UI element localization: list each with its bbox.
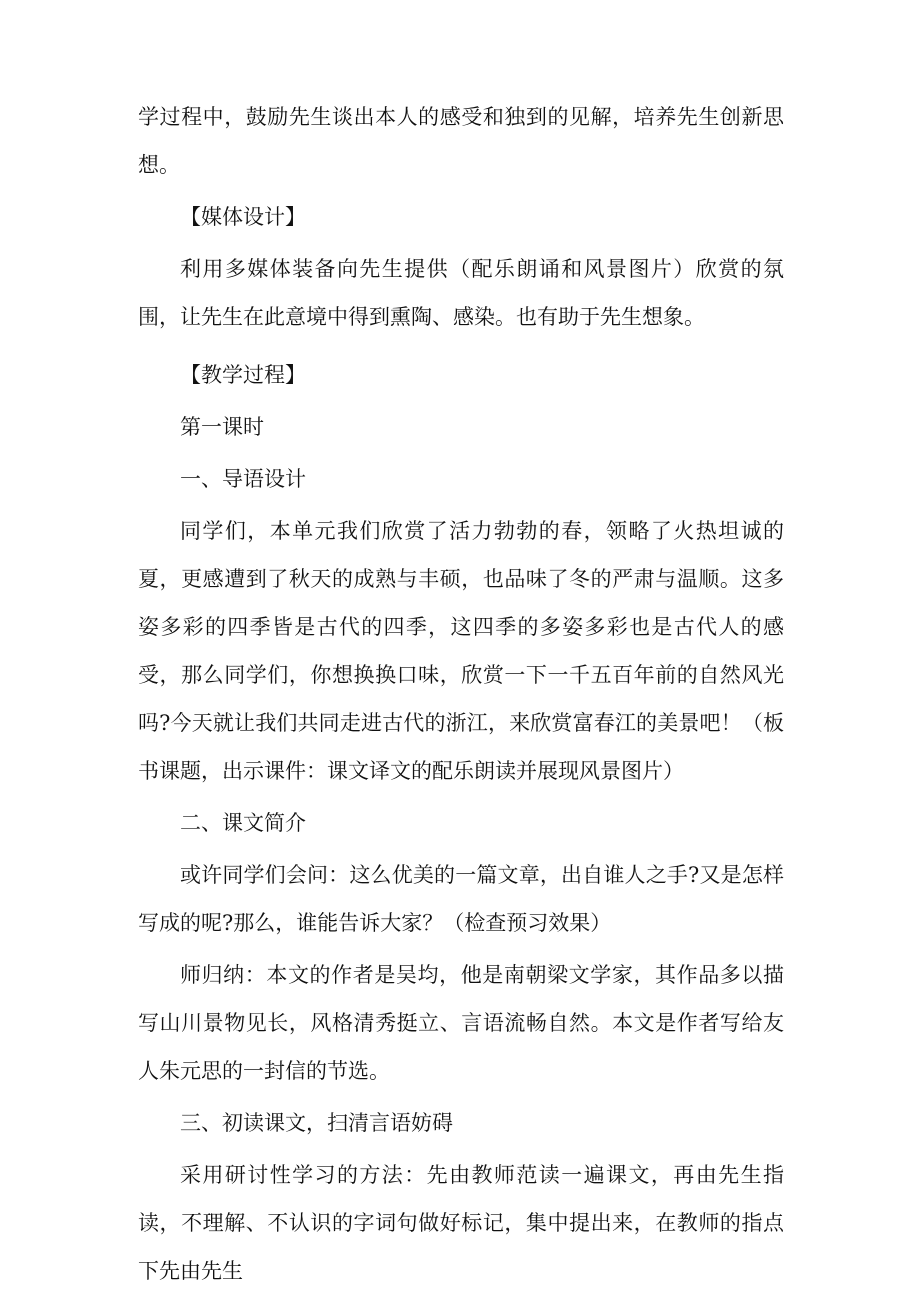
heading-teaching-process: 【教学过程】: [180, 363, 306, 387]
paragraph-intro-design: 同学们，本单元我们欣赏了活力勃勃的春，领略了火热坦诚的夏，更感遭到了秋天的成熟与丰硕，也品味了冬的严肃与温顺。这多姿多彩的四季皆是古代的四季，这四季的多姿多彩也是古代人的感受，那么同学们，你想换换口味，欣赏一下一千五百年前的自然风光吗?今天就让我们共同走进古代的浙江，来欣赏富春江的美景吧！（板书课题，出示课件：课文译文的配乐朗读并展现风景图片）: [138, 519, 784, 783]
paragraph-teacher-summary: 师归纳：本文的作者是吴均，他是南朝梁文学家，其作品多以描写山川景物见长，风格清秀挺立、言语流畅自然。本文是作者写给友人朱元思的一封信的节选。: [138, 963, 784, 1083]
paragraph-media-design: 利用多媒体装备向先生提供（配乐朗诵和风景图片）欣赏的氛围，让先生在此意境中得到熏陶、感染。也有助于先生想象。: [138, 257, 784, 329]
paragraph-text-intro: 或许同学们会问：这么优美的一篇文章，出自谁人之手?又是怎样写成的呢?那么，谁能告诉大家？（检查预习效果）: [138, 863, 784, 935]
heading-intro-design: 一、导语设计: [180, 467, 306, 491]
heading-text-intro: 二、课文简介: [180, 811, 306, 835]
heading-first-lesson: 第一课时: [180, 415, 264, 439]
document-body: [138, 93, 784, 1295]
paragraph-first-reading: 采用研讨性学习的方法：先由教师范读一遍课文，再由先生指读，不理解、不认识的字词句做好标记，集中提出来，在教师的指点下先由先生: [138, 1163, 784, 1283]
heading-first-reading: 三、初读课文，扫清言语妨碍: [180, 1111, 453, 1135]
heading-media-design: 【媒体设计】: [180, 205, 306, 229]
paragraph-continuation: 学过程中，鼓励先生谈出本人的感受和独到的见解，培养先生创新思想。: [138, 105, 784, 177]
